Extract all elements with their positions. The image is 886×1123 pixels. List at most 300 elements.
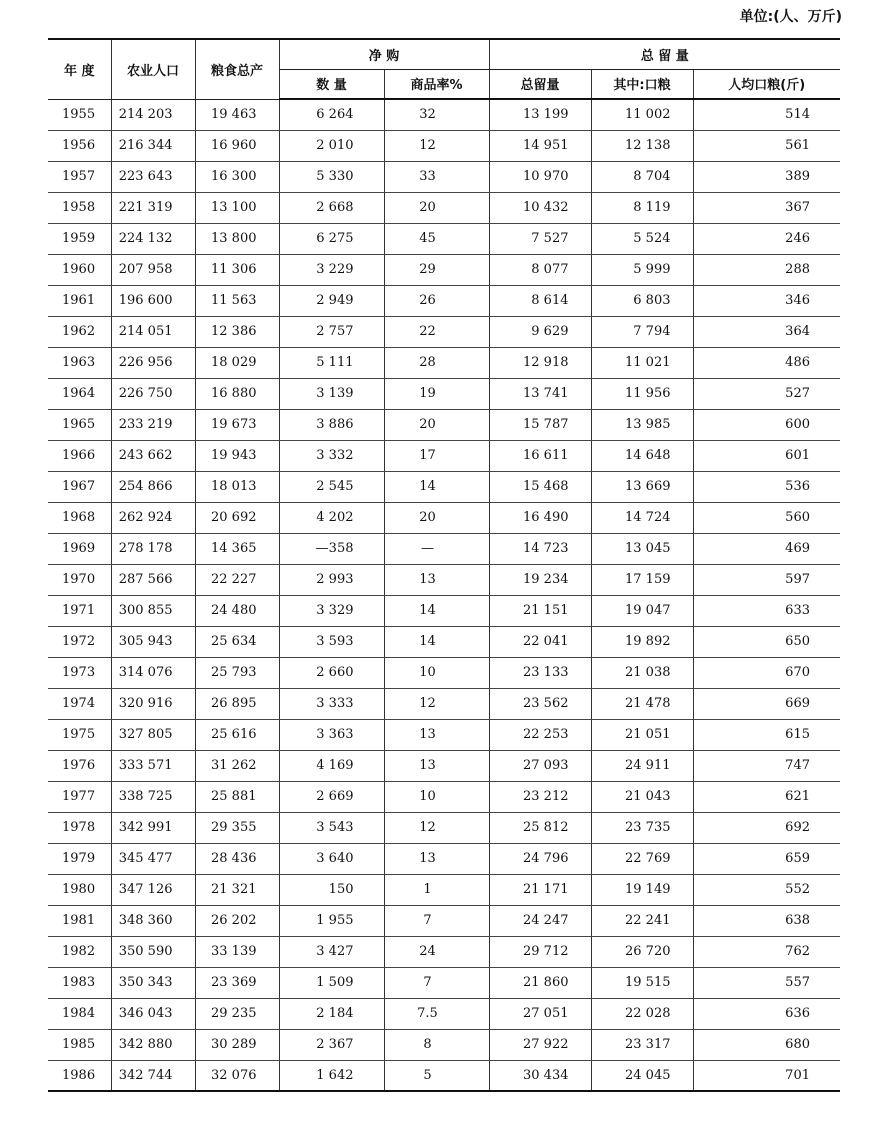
cell-grain-total: 30 289: [195, 1029, 279, 1060]
cell-quantity: 3 543: [279, 812, 384, 843]
table-row: [48, 688, 840, 719]
cell-grain-total: 25 881: [195, 781, 279, 812]
cell-ration: 11 956: [591, 378, 693, 409]
cell-per-capita: 364: [693, 316, 840, 347]
cell-per-capita: 669: [693, 688, 840, 719]
cell-year: 1963: [48, 347, 111, 378]
cell-total-retained: 10 970: [489, 161, 591, 192]
cell-agri-pop: 243 662: [111, 440, 195, 471]
cell-ration: 7 794: [591, 316, 693, 347]
cell-total-retained: 9 629: [489, 316, 591, 347]
cell-commodity-rate: 13: [384, 843, 489, 874]
cell-agri-pop: 196 600: [111, 285, 195, 316]
cell-year: 1959: [48, 223, 111, 254]
cell-total-retained: 30 434: [489, 1060, 591, 1091]
header-total-retention: 总 留 量: [489, 39, 840, 69]
cell-per-capita: 636: [693, 998, 840, 1029]
cell-year: 1973: [48, 657, 111, 688]
cell-quantity: —358: [279, 533, 384, 564]
table-header: [48, 39, 840, 99]
cell-commodity-rate: 14: [384, 471, 489, 502]
cell-quantity: 4 202: [279, 502, 384, 533]
table-row: [48, 99, 840, 130]
table-row: [48, 533, 840, 564]
cell-grain-total: 16 880: [195, 378, 279, 409]
table-row: [48, 967, 840, 998]
cell-total-retained: 21 171: [489, 874, 591, 905]
cell-per-capita: 552: [693, 874, 840, 905]
cell-per-capita: 680: [693, 1029, 840, 1060]
table-row: [48, 285, 840, 316]
cell-year: 1971: [48, 595, 111, 626]
cell-commodity-rate: 20: [384, 502, 489, 533]
cell-year: 1982: [48, 936, 111, 967]
cell-per-capita: 692: [693, 812, 840, 843]
header-net-purchase: 净 购: [279, 39, 489, 69]
cell-year: 1985: [48, 1029, 111, 1060]
table-row: [48, 781, 840, 812]
cell-per-capita: 600: [693, 409, 840, 440]
cell-ration: 12 138: [591, 130, 693, 161]
cell-commodity-rate: 32: [384, 99, 489, 130]
table-row: [48, 161, 840, 192]
cell-year: 1958: [48, 192, 111, 223]
cell-year: 1972: [48, 626, 111, 657]
cell-year: 1956: [48, 130, 111, 161]
cell-quantity: 6 275: [279, 223, 384, 254]
cell-year: 1968: [48, 502, 111, 533]
cell-ration: 21 038: [591, 657, 693, 688]
header-year: 年 度: [48, 39, 111, 99]
header-grain-total: 粮食总产: [195, 39, 279, 99]
cell-total-retained: 27 093: [489, 750, 591, 781]
cell-ration: 13 985: [591, 409, 693, 440]
cell-ration: 13 669: [591, 471, 693, 502]
cell-total-retained: 19 234: [489, 564, 591, 595]
cell-grain-total: 12 386: [195, 316, 279, 347]
cell-commodity-rate: 26: [384, 285, 489, 316]
table-row: [48, 254, 840, 285]
cell-ration: 24 045: [591, 1060, 693, 1091]
cell-commodity-rate: 20: [384, 192, 489, 223]
cell-grain-total: 23 369: [195, 967, 279, 998]
cell-year: 1966: [48, 440, 111, 471]
cell-quantity: 3 427: [279, 936, 384, 967]
cell-total-retained: 22 041: [489, 626, 591, 657]
cell-commodity-rate: 1: [384, 874, 489, 905]
cell-per-capita: 633: [693, 595, 840, 626]
header-per-capita-ration: 人均口粮(斤): [693, 69, 840, 99]
unit-note: 单位:(人、万斤): [739, 9, 842, 25]
cell-agri-pop: 305 943: [111, 626, 195, 657]
cell-quantity: 2 668: [279, 192, 384, 223]
cell-grain-total: 19 943: [195, 440, 279, 471]
cell-per-capita: 747: [693, 750, 840, 781]
cell-agri-pop: 342 880: [111, 1029, 195, 1060]
cell-grain-total: 11 306: [195, 254, 279, 285]
table-row: [48, 1060, 840, 1091]
cell-ration: 21 478: [591, 688, 693, 719]
cell-ration: 8 704: [591, 161, 693, 192]
cell-quantity: 3 886: [279, 409, 384, 440]
cell-grain-total: 19 673: [195, 409, 279, 440]
cell-total-retained: 24 796: [489, 843, 591, 874]
cell-agri-pop: 345 477: [111, 843, 195, 874]
cell-year: 1976: [48, 750, 111, 781]
cell-grain-total: 26 202: [195, 905, 279, 936]
cell-quantity: 3 139: [279, 378, 384, 409]
cell-agri-pop: 300 855: [111, 595, 195, 626]
cell-commodity-rate: 33: [384, 161, 489, 192]
table-row: [48, 192, 840, 223]
cell-per-capita: 389: [693, 161, 840, 192]
cell-ration: 17 159: [591, 564, 693, 595]
cell-quantity: 5 111: [279, 347, 384, 378]
cell-commodity-rate: 13: [384, 719, 489, 750]
cell-total-retained: 21 860: [489, 967, 591, 998]
cell-commodity-rate: 12: [384, 688, 489, 719]
cell-ration: 5 999: [591, 254, 693, 285]
cell-agri-pop: 233 219: [111, 409, 195, 440]
cell-agri-pop: 342 744: [111, 1060, 195, 1091]
table-row: [48, 564, 840, 595]
table-row: [48, 595, 840, 626]
cell-ration: 5 524: [591, 223, 693, 254]
cell-grain-total: 16 960: [195, 130, 279, 161]
table-row: [48, 812, 840, 843]
cell-ration: 19 149: [591, 874, 693, 905]
cell-per-capita: 615: [693, 719, 840, 750]
cell-commodity-rate: 28: [384, 347, 489, 378]
cell-agri-pop: 348 360: [111, 905, 195, 936]
cell-grain-total: 25 634: [195, 626, 279, 657]
cell-total-retained: 14 723: [489, 533, 591, 564]
cell-commodity-rate: 29: [384, 254, 489, 285]
cell-agri-pop: 223 643: [111, 161, 195, 192]
cell-quantity: 3 329: [279, 595, 384, 626]
cell-commodity-rate: 13: [384, 564, 489, 595]
cell-grain-total: 22 227: [195, 564, 279, 595]
cell-grain-total: 14 365: [195, 533, 279, 564]
cell-grain-total: 18 029: [195, 347, 279, 378]
cell-grain-total: 11 563: [195, 285, 279, 316]
cell-commodity-rate: 20: [384, 409, 489, 440]
table-row: [48, 502, 840, 533]
cell-quantity: 2 010: [279, 130, 384, 161]
cell-quantity: 1 509: [279, 967, 384, 998]
cell-commodity-rate: 10: [384, 781, 489, 812]
cell-agri-pop: 224 132: [111, 223, 195, 254]
cell-quantity: 3 332: [279, 440, 384, 471]
table-row: [48, 1029, 840, 1060]
cell-year: 1984: [48, 998, 111, 1029]
cell-per-capita: 659: [693, 843, 840, 874]
cell-grain-total: 26 895: [195, 688, 279, 719]
cell-per-capita: 638: [693, 905, 840, 936]
cell-ration: 22 241: [591, 905, 693, 936]
cell-quantity: 2 757: [279, 316, 384, 347]
cell-per-capita: 346: [693, 285, 840, 316]
cell-quantity: 2 367: [279, 1029, 384, 1060]
cell-ration: 19 047: [591, 595, 693, 626]
cell-per-capita: 288: [693, 254, 840, 285]
cell-grain-total: 19 463: [195, 99, 279, 130]
cell-ration: 21 051: [591, 719, 693, 750]
cell-ration: 14 724: [591, 502, 693, 533]
cell-year: 1975: [48, 719, 111, 750]
cell-year: 1960: [48, 254, 111, 285]
table-row: [48, 130, 840, 161]
table-row: [48, 750, 840, 781]
cell-commodity-rate: 7.5: [384, 998, 489, 1029]
cell-total-retained: 13 199: [489, 99, 591, 130]
table-row: [48, 657, 840, 688]
cell-per-capita: 367: [693, 192, 840, 223]
table-row: [48, 378, 840, 409]
cell-commodity-rate: 5: [384, 1060, 489, 1091]
cell-ration: 21 043: [591, 781, 693, 812]
cell-grain-total: 29 355: [195, 812, 279, 843]
cell-ration: 24 911: [591, 750, 693, 781]
cell-ration: 8 119: [591, 192, 693, 223]
cell-quantity: 3 593: [279, 626, 384, 657]
cell-ration: 13 045: [591, 533, 693, 564]
cell-ration: 14 648: [591, 440, 693, 471]
table-row: [48, 719, 840, 750]
cell-ration: 22 769: [591, 843, 693, 874]
cell-per-capita: 762: [693, 936, 840, 967]
cell-ration: 19 892: [591, 626, 693, 657]
cell-agri-pop: 226 750: [111, 378, 195, 409]
cell-quantity: 3 229: [279, 254, 384, 285]
cell-agri-pop: 287 566: [111, 564, 195, 595]
cell-per-capita: 650: [693, 626, 840, 657]
cell-quantity: 3 333: [279, 688, 384, 719]
cell-ration: 26 720: [591, 936, 693, 967]
cell-year: 1979: [48, 843, 111, 874]
cell-grain-total: 13 100: [195, 192, 279, 223]
cell-total-retained: 27 922: [489, 1029, 591, 1060]
cell-grain-total: 33 139: [195, 936, 279, 967]
cell-commodity-rate: 17: [384, 440, 489, 471]
cell-total-retained: 7 527: [489, 223, 591, 254]
cell-year: 1965: [48, 409, 111, 440]
table-body: [48, 99, 840, 1091]
cell-year: 1957: [48, 161, 111, 192]
cell-total-retained: 15 787: [489, 409, 591, 440]
cell-ration: 6 803: [591, 285, 693, 316]
table-row: [48, 223, 840, 254]
cell-quantity: 1 955: [279, 905, 384, 936]
cell-year: 1961: [48, 285, 111, 316]
cell-year: 1977: [48, 781, 111, 812]
cell-commodity-rate: 10: [384, 657, 489, 688]
cell-ration: 11 021: [591, 347, 693, 378]
cell-grain-total: 25 793: [195, 657, 279, 688]
cell-agri-pop: 320 916: [111, 688, 195, 719]
header-of-which-ration: 其中:口粮: [591, 69, 693, 99]
cell-quantity: 2 660: [279, 657, 384, 688]
cell-total-retained: 23 212: [489, 781, 591, 812]
cell-agri-pop: 347 126: [111, 874, 195, 905]
cell-quantity: 3 363: [279, 719, 384, 750]
cell-quantity: 4 169: [279, 750, 384, 781]
cell-total-retained: 16 490: [489, 502, 591, 533]
cell-agri-pop: 350 343: [111, 967, 195, 998]
cell-grain-total: 18 013: [195, 471, 279, 502]
table-row: [48, 440, 840, 471]
cell-quantity: 150: [279, 874, 384, 905]
cell-per-capita: 560: [693, 502, 840, 533]
cell-commodity-rate: 22: [384, 316, 489, 347]
header-commodity-rate: 商品率%: [384, 69, 489, 99]
cell-total-retained: 29 712: [489, 936, 591, 967]
cell-ration: 23 317: [591, 1029, 693, 1060]
cell-per-capita: 486: [693, 347, 840, 378]
table-row: [48, 471, 840, 502]
cell-year: 1983: [48, 967, 111, 998]
cell-year: 1978: [48, 812, 111, 843]
cell-grain-total: 28 436: [195, 843, 279, 874]
table-row: [48, 998, 840, 1029]
cell-agri-pop: 214 203: [111, 99, 195, 130]
table-row: [48, 347, 840, 378]
cell-year: 1974: [48, 688, 111, 719]
cell-commodity-rate: —: [384, 533, 489, 564]
cell-quantity: 6 264: [279, 99, 384, 130]
cell-per-capita: 701: [693, 1060, 840, 1091]
cell-agri-pop: 333 571: [111, 750, 195, 781]
cell-total-retained: 23 133: [489, 657, 591, 688]
header-total-retained: 总留量: [489, 69, 591, 99]
cell-total-retained: 22 253: [489, 719, 591, 750]
cell-grain-total: 24 480: [195, 595, 279, 626]
cell-agri-pop: 278 178: [111, 533, 195, 564]
cell-commodity-rate: 45: [384, 223, 489, 254]
cell-total-retained: 15 468: [489, 471, 591, 502]
cell-total-retained: 8 077: [489, 254, 591, 285]
cell-commodity-rate: 7: [384, 967, 489, 998]
cell-quantity: 2 949: [279, 285, 384, 316]
table-row: [48, 905, 840, 936]
cell-commodity-rate: 24: [384, 936, 489, 967]
cell-agri-pop: 254 866: [111, 471, 195, 502]
cell-quantity: 1 642: [279, 1060, 384, 1091]
table-row: [48, 874, 840, 905]
cell-commodity-rate: 8: [384, 1029, 489, 1060]
cell-agri-pop: 214 051: [111, 316, 195, 347]
cell-year: 1964: [48, 378, 111, 409]
cell-per-capita: 514: [693, 99, 840, 130]
cell-agri-pop: 216 344: [111, 130, 195, 161]
cell-quantity: 2 669: [279, 781, 384, 812]
cell-per-capita: 246: [693, 223, 840, 254]
cell-commodity-rate: 12: [384, 812, 489, 843]
cell-total-retained: 25 812: [489, 812, 591, 843]
cell-per-capita: 621: [693, 781, 840, 812]
cell-commodity-rate: 12: [384, 130, 489, 161]
cell-agri-pop: 262 924: [111, 502, 195, 533]
cell-grain-total: 31 262: [195, 750, 279, 781]
cell-grain-total: 32 076: [195, 1060, 279, 1091]
table-row: [48, 936, 840, 967]
cell-total-retained: 23 562: [489, 688, 591, 719]
cell-agri-pop: 346 043: [111, 998, 195, 1029]
cell-ration: 23 735: [591, 812, 693, 843]
cell-quantity: 5 330: [279, 161, 384, 192]
cell-ration: 22 028: [591, 998, 693, 1029]
cell-year: 1970: [48, 564, 111, 595]
cell-agri-pop: 221 319: [111, 192, 195, 223]
cell-grain-total: 16 300: [195, 161, 279, 192]
cell-per-capita: 469: [693, 533, 840, 564]
cell-agri-pop: 226 956: [111, 347, 195, 378]
cell-year: 1981: [48, 905, 111, 936]
cell-quantity: 2 993: [279, 564, 384, 595]
grain-statistics-table: [48, 38, 840, 1092]
cell-year: 1986: [48, 1060, 111, 1091]
cell-total-retained: 16 611: [489, 440, 591, 471]
header-agri-pop: 农业人口: [111, 39, 195, 99]
cell-total-retained: 10 432: [489, 192, 591, 223]
cell-per-capita: 597: [693, 564, 840, 595]
cell-agri-pop: 314 076: [111, 657, 195, 688]
cell-agri-pop: 342 991: [111, 812, 195, 843]
cell-quantity: 3 640: [279, 843, 384, 874]
cell-agri-pop: 338 725: [111, 781, 195, 812]
cell-year: 1969: [48, 533, 111, 564]
cell-ration: 11 002: [591, 99, 693, 130]
cell-total-retained: 12 918: [489, 347, 591, 378]
cell-per-capita: 670: [693, 657, 840, 688]
table-row: [48, 316, 840, 347]
cell-agri-pop: 207 958: [111, 254, 195, 285]
cell-total-retained: 8 614: [489, 285, 591, 316]
cell-total-retained: 21 151: [489, 595, 591, 626]
cell-agri-pop: 350 590: [111, 936, 195, 967]
cell-year: 1955: [48, 99, 111, 130]
cell-grain-total: 20 692: [195, 502, 279, 533]
cell-grain-total: 13 800: [195, 223, 279, 254]
header-quantity: 数 量: [279, 69, 384, 99]
cell-agri-pop: 327 805: [111, 719, 195, 750]
cell-grain-total: 25 616: [195, 719, 279, 750]
cell-grain-total: 29 235: [195, 998, 279, 1029]
table-row: [48, 409, 840, 440]
cell-per-capita: 527: [693, 378, 840, 409]
cell-total-retained: 14 951: [489, 130, 591, 161]
cell-per-capita: 561: [693, 130, 840, 161]
cell-total-retained: 24 247: [489, 905, 591, 936]
cell-total-retained: 13 741: [489, 378, 591, 409]
cell-commodity-rate: 7: [384, 905, 489, 936]
cell-commodity-rate: 19: [384, 378, 489, 409]
cell-per-capita: 536: [693, 471, 840, 502]
cell-ration: 19 515: [591, 967, 693, 998]
cell-year: 1980: [48, 874, 111, 905]
cell-quantity: 2 545: [279, 471, 384, 502]
cell-commodity-rate: 13: [384, 750, 489, 781]
cell-commodity-rate: 14: [384, 595, 489, 626]
cell-year: 1962: [48, 316, 111, 347]
cell-year: 1967: [48, 471, 111, 502]
table-row: [48, 626, 840, 657]
cell-total-retained: 27 051: [489, 998, 591, 1029]
cell-commodity-rate: 14: [384, 626, 489, 657]
cell-per-capita: 557: [693, 967, 840, 998]
table-row: [48, 843, 840, 874]
cell-per-capita: 601: [693, 440, 840, 471]
